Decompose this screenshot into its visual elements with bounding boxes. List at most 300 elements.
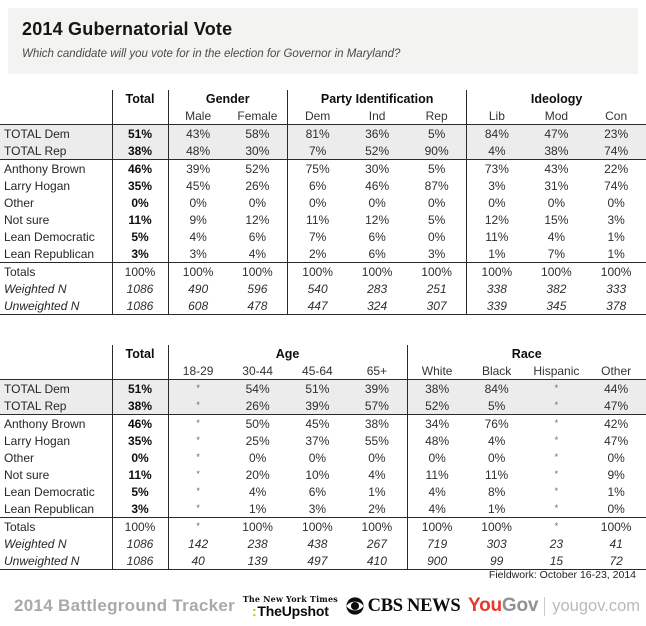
table-cell: 5% bbox=[112, 228, 168, 245]
table-cell: 382 bbox=[546, 281, 567, 296]
table-cell: 0% bbox=[308, 450, 327, 465]
table-cell: 75% bbox=[288, 160, 348, 178]
crosstab-table-gender-party-ideology bbox=[0, 90, 646, 315]
table-cell: 38% bbox=[112, 142, 168, 160]
upshot-wordmark bbox=[243, 604, 338, 618]
table-cell: 48% bbox=[186, 143, 211, 158]
table-cell bbox=[527, 432, 587, 449]
table-cell: 5% bbox=[112, 483, 168, 500]
suppressed-value-asterisk: * bbox=[196, 520, 200, 531]
table-cell: 12% bbox=[365, 212, 390, 227]
column-group-label: Total bbox=[112, 345, 168, 362]
column-group-label: Total bbox=[112, 90, 168, 107]
row-label: Larry Hogan bbox=[0, 177, 112, 194]
table-cell: 52% bbox=[425, 398, 450, 413]
table-cell bbox=[527, 415, 587, 433]
table-cell: 100% bbox=[288, 263, 348, 281]
table-cell: 0% bbox=[607, 195, 625, 210]
table-cell: 438 bbox=[307, 536, 328, 551]
table-cell: 47% bbox=[604, 398, 629, 413]
column-label: Mod bbox=[527, 107, 587, 125]
table-cell: 99 bbox=[489, 553, 504, 568]
fieldwork-note: Fieldwork: October 16-23, 2014 bbox=[488, 569, 636, 581]
row-label: Other bbox=[0, 449, 112, 466]
column-label: 45-64 bbox=[288, 362, 348, 380]
suppressed-value-asterisk: * bbox=[196, 502, 200, 513]
suppressed-value-asterisk: * bbox=[554, 451, 559, 462]
table-cell bbox=[168, 415, 228, 433]
table-cell: 307 bbox=[407, 297, 467, 315]
table-cell: 51% bbox=[112, 380, 168, 398]
table-row bbox=[0, 518, 646, 536]
table-cell: 46% bbox=[112, 160, 168, 178]
table-cell: 30% bbox=[347, 160, 407, 178]
suppressed-value-asterisk: * bbox=[554, 468, 559, 479]
table-cell bbox=[168, 432, 228, 449]
header-corner bbox=[0, 345, 112, 362]
yougov-logo bbox=[468, 595, 640, 617]
column-label: Ind bbox=[347, 107, 407, 125]
table-cell: 3% bbox=[488, 178, 506, 193]
column-label: Male bbox=[168, 107, 228, 125]
table-cell: 333 bbox=[606, 281, 627, 296]
table-cell: 6% bbox=[368, 246, 386, 261]
yougov-divider bbox=[544, 597, 545, 616]
table-row bbox=[0, 263, 646, 281]
row-label: Weighted N bbox=[0, 535, 112, 552]
table-cell: 100% bbox=[112, 518, 168, 536]
table-cell: 57% bbox=[347, 397, 407, 415]
row-label: Other bbox=[0, 194, 112, 211]
table-cell bbox=[527, 483, 587, 500]
table-cell: 4% bbox=[228, 245, 288, 263]
table-cell: 11% bbox=[425, 467, 449, 482]
table-cell: 4% bbox=[248, 484, 267, 499]
table-row bbox=[0, 297, 646, 315]
table-cell: 0% bbox=[347, 449, 407, 466]
table-cell: 0% bbox=[547, 195, 566, 210]
table-cell: 15% bbox=[544, 212, 569, 227]
table-cell: 39% bbox=[305, 398, 330, 413]
table-cell: 447 bbox=[307, 298, 328, 313]
table-cell: 267 bbox=[347, 535, 407, 552]
table-cell: 378 bbox=[606, 298, 627, 313]
table-cell: 11% bbox=[112, 211, 168, 228]
table-cell: 26% bbox=[228, 177, 288, 194]
cbs-wordmark-text: CBS NEWS bbox=[367, 595, 461, 616]
table-cell: 1% bbox=[347, 483, 407, 500]
column-label bbox=[112, 362, 168, 380]
table-cell bbox=[168, 518, 228, 536]
row-label: TOTAL Rep bbox=[0, 142, 112, 160]
table-cell bbox=[527, 449, 587, 466]
table-cell: 719 bbox=[427, 536, 448, 551]
table-cell: 1086 bbox=[112, 535, 168, 552]
row-label: Unweighted N bbox=[0, 552, 112, 570]
table-cell: 596 bbox=[228, 280, 288, 297]
column-label: 65+ bbox=[347, 362, 407, 380]
suppressed-value-asterisk: * bbox=[196, 468, 200, 479]
table-cell bbox=[527, 466, 587, 483]
table-cell: 74% bbox=[604, 178, 629, 193]
table-cell: 100% bbox=[467, 263, 527, 281]
table-row bbox=[0, 211, 646, 228]
table-cell: 90% bbox=[407, 142, 467, 160]
table-cell: 0% bbox=[368, 195, 386, 210]
battleground-tracker-logo: 2014 Battleground Tracker bbox=[14, 596, 236, 615]
table-cell bbox=[168, 500, 228, 518]
table-cell: 39% bbox=[347, 380, 407, 398]
table-cell: 81% bbox=[305, 126, 330, 141]
table-cell: 12% bbox=[228, 211, 288, 228]
table-cell bbox=[527, 380, 587, 398]
table-cell: 0% bbox=[428, 450, 446, 465]
table-cell: 1% bbox=[607, 484, 625, 499]
column-label: 18-29 bbox=[168, 362, 228, 380]
table-cell: 100% bbox=[112, 263, 168, 281]
table-cell: 46% bbox=[112, 415, 168, 433]
table-cell: 52% bbox=[365, 143, 390, 158]
table-cell: 142 bbox=[188, 536, 209, 551]
table-cell: 38% bbox=[112, 397, 168, 415]
table-cell: 11% bbox=[112, 466, 168, 483]
table-cell: 324 bbox=[367, 298, 388, 313]
table-cell: 7% bbox=[547, 246, 566, 261]
table-cell: 20% bbox=[245, 467, 270, 482]
table-cell: 0% bbox=[488, 195, 506, 210]
table-cell: 1% bbox=[487, 501, 506, 516]
table-cell: 51% bbox=[112, 125, 168, 143]
table-cell: 11% bbox=[485, 467, 509, 482]
row-label: Unweighted N bbox=[0, 297, 112, 315]
table-cell: 3% bbox=[112, 245, 168, 263]
table-cell: 42% bbox=[586, 415, 646, 433]
table-cell: 23% bbox=[604, 126, 629, 141]
suppressed-value-asterisk: * bbox=[554, 502, 559, 513]
table-cell: 9% bbox=[607, 467, 625, 482]
table-cell: 0% bbox=[407, 194, 467, 211]
table-cell: 5% bbox=[407, 160, 467, 178]
table-row bbox=[0, 125, 646, 143]
column-group-label: Age bbox=[168, 345, 407, 362]
table-cell: 4% bbox=[488, 143, 506, 158]
table-cell: 6% bbox=[308, 178, 327, 193]
row-label: TOTAL Dem bbox=[0, 380, 112, 398]
table-cell: 4% bbox=[347, 466, 407, 483]
table-cell: 35% bbox=[112, 432, 168, 449]
table-cell: 6% bbox=[308, 484, 327, 499]
suppressed-value-asterisk: * bbox=[196, 434, 200, 445]
table-cell: 30% bbox=[228, 142, 288, 160]
table-cell: 4% bbox=[189, 229, 207, 244]
row-label: Anthony Brown bbox=[0, 415, 112, 433]
table-cell: 100% bbox=[168, 263, 228, 281]
table-cell: 36% bbox=[365, 126, 390, 141]
yougov-gov-text: Gov bbox=[501, 595, 539, 616]
table-cell: 11% bbox=[306, 212, 330, 227]
column-label: Hispanic bbox=[527, 362, 587, 380]
column-label: White bbox=[407, 362, 467, 380]
table-row bbox=[0, 380, 646, 398]
table-cell: 76% bbox=[467, 415, 527, 433]
table-row bbox=[0, 142, 646, 160]
suppressed-value-asterisk: * bbox=[196, 399, 200, 410]
suppressed-value-asterisk: * bbox=[554, 382, 559, 393]
table-cell: 12% bbox=[484, 212, 509, 227]
suppressed-value-asterisk: * bbox=[554, 434, 559, 445]
yougov-you-text: You bbox=[468, 595, 502, 616]
table-cell: 46% bbox=[365, 178, 390, 193]
suppressed-value-asterisk: * bbox=[554, 520, 559, 531]
table-cell: 0% bbox=[189, 195, 207, 210]
cbs-news-logo bbox=[346, 596, 461, 617]
table-row bbox=[0, 432, 646, 449]
page-title: 2014 Gubernatorial Vote bbox=[22, 19, 233, 39]
table-cell: 38% bbox=[544, 143, 569, 158]
column-label: Dem bbox=[288, 107, 348, 125]
table-cell: 1% bbox=[607, 246, 625, 261]
suppressed-value-asterisk: * bbox=[196, 382, 200, 393]
table-cell: 100% bbox=[228, 263, 288, 281]
table-cell: 540 bbox=[307, 281, 328, 296]
table-cell: 44% bbox=[604, 381, 629, 396]
table-cell bbox=[168, 483, 228, 500]
table-cell: 50% bbox=[228, 415, 288, 433]
header-corner bbox=[0, 107, 112, 125]
table-cell: 4% bbox=[547, 229, 566, 244]
report-header bbox=[8, 8, 638, 74]
table-cell bbox=[168, 397, 228, 415]
column-label: 30-44 bbox=[228, 362, 288, 380]
table-cell: 40 bbox=[191, 553, 205, 568]
table-cell: 100% bbox=[467, 518, 527, 536]
row-label: TOTAL Dem bbox=[0, 125, 112, 143]
table-cell: 54% bbox=[245, 381, 270, 396]
table-cell: 7% bbox=[308, 229, 327, 244]
table-cell: 4% bbox=[487, 433, 506, 448]
table-cell: 478 bbox=[228, 297, 288, 315]
table-cell: 26% bbox=[245, 398, 270, 413]
table-cell: 1086 bbox=[112, 297, 168, 315]
table-cell: 43% bbox=[186, 126, 211, 141]
column-group-label: Ideology bbox=[530, 91, 583, 106]
row-label: Lean Republican bbox=[0, 245, 112, 263]
table-row bbox=[0, 177, 646, 194]
table-row bbox=[0, 449, 646, 466]
table-cell: 0% bbox=[607, 501, 625, 516]
table-cell: 4% bbox=[428, 484, 446, 499]
table-cell: 5% bbox=[407, 125, 467, 143]
column-label: Female bbox=[228, 107, 288, 125]
suppressed-value-asterisk: * bbox=[196, 417, 200, 428]
table-cell bbox=[527, 397, 587, 415]
table-cell: 58% bbox=[228, 125, 288, 143]
table-cell: 38% bbox=[425, 381, 450, 396]
table-cell: 3% bbox=[308, 501, 327, 516]
row-label: Totals bbox=[0, 518, 112, 536]
crosstab-table-age-race bbox=[0, 345, 646, 570]
table-cell bbox=[168, 380, 228, 398]
table-cell: 8% bbox=[487, 484, 506, 499]
table-cell: 490 bbox=[188, 281, 209, 296]
table-cell: 25% bbox=[245, 433, 270, 448]
table-cell: 497 bbox=[307, 553, 328, 568]
table-cell: 0% bbox=[487, 450, 506, 465]
table-cell: 0% bbox=[112, 194, 168, 211]
table-cell: 2% bbox=[308, 246, 327, 261]
table-cell: 84% bbox=[484, 381, 509, 396]
table-cell: 283 bbox=[367, 281, 388, 296]
column-group-label: Race bbox=[511, 346, 542, 361]
table-cell: 0% bbox=[248, 450, 267, 465]
upshot-colon-icon: : bbox=[251, 602, 257, 619]
column-label: Con bbox=[586, 107, 646, 125]
header-corner bbox=[0, 362, 112, 380]
row-label: Larry Hogan bbox=[0, 432, 112, 449]
table-cell: 1% bbox=[248, 501, 267, 516]
table-row bbox=[0, 552, 646, 570]
table-cell: 5% bbox=[407, 211, 467, 228]
table-cell: 37% bbox=[305, 433, 330, 448]
table-row bbox=[0, 397, 646, 415]
row-label: Not sure bbox=[0, 466, 112, 483]
table-cell: 48% bbox=[425, 433, 450, 448]
table-cell: 100% bbox=[407, 518, 467, 536]
table-cell: 100% bbox=[527, 263, 587, 281]
column-label: Lib bbox=[467, 107, 527, 125]
table-row bbox=[0, 280, 646, 297]
table-cell bbox=[527, 500, 587, 518]
table-cell: 345 bbox=[546, 298, 567, 313]
suppressed-value-asterisk: * bbox=[554, 417, 559, 428]
table-cell: 47% bbox=[604, 433, 629, 448]
table-cell: 100% bbox=[347, 518, 407, 536]
table-cell: 41 bbox=[609, 536, 623, 551]
table-row bbox=[0, 228, 646, 245]
table-cell: 100% bbox=[288, 518, 348, 536]
table-cell: 0% bbox=[228, 194, 288, 211]
table-cell bbox=[168, 466, 228, 483]
table-cell: 45% bbox=[288, 415, 348, 433]
table-cell: 0% bbox=[607, 450, 625, 465]
table-cell: 72 bbox=[609, 553, 623, 568]
table-cell: 410 bbox=[347, 552, 407, 570]
table-row bbox=[0, 500, 646, 518]
column-group-label: Gender bbox=[168, 90, 288, 107]
column-label: Black bbox=[467, 362, 527, 380]
suppressed-value-asterisk: * bbox=[554, 399, 559, 410]
row-label: Lean Republican bbox=[0, 500, 112, 518]
table-cell: 10% bbox=[305, 467, 330, 482]
table-cell: 3% bbox=[189, 246, 207, 261]
table-cell: 45% bbox=[186, 178, 211, 193]
branding-footer bbox=[14, 589, 640, 623]
table-cell: 47% bbox=[544, 126, 569, 141]
table-cell: 100% bbox=[407, 263, 467, 281]
table-cell: 23 bbox=[549, 536, 564, 551]
table-cell: 3% bbox=[607, 212, 625, 227]
table-cell: 6% bbox=[228, 228, 288, 245]
table-cell: 0% bbox=[308, 195, 327, 210]
cbs-eye-icon bbox=[346, 597, 364, 615]
table-cell bbox=[527, 518, 587, 536]
table-cell: 15 bbox=[549, 553, 564, 568]
table-cell: 238 bbox=[247, 536, 268, 551]
row-label: TOTAL Rep bbox=[0, 397, 112, 415]
table-row bbox=[0, 245, 646, 263]
column-label: Other bbox=[586, 362, 646, 380]
nyt-upshot-logo bbox=[243, 595, 338, 618]
suppressed-value-asterisk: * bbox=[196, 485, 200, 496]
table-row bbox=[0, 466, 646, 483]
table-cell: 31% bbox=[544, 178, 569, 193]
row-label: Lean Democratic bbox=[0, 483, 112, 500]
table-cell: 608 bbox=[188, 298, 209, 313]
table-cell: 338 bbox=[486, 281, 507, 296]
table-cell: 1% bbox=[488, 246, 506, 261]
table-cell: 35% bbox=[112, 177, 168, 194]
table-row bbox=[0, 483, 646, 500]
table-cell: 43% bbox=[527, 160, 587, 178]
column-label bbox=[112, 107, 168, 125]
table-row bbox=[0, 194, 646, 211]
row-label: Anthony Brown bbox=[0, 160, 112, 178]
table-cell: 4% bbox=[428, 501, 446, 516]
table-cell: 900 bbox=[427, 553, 448, 568]
row-label: Weighted N bbox=[0, 280, 112, 297]
yougov-domain-text: yougov.com bbox=[552, 596, 640, 615]
table-cell: 1086 bbox=[112, 552, 168, 570]
table-cell: 22% bbox=[586, 160, 646, 178]
row-label: Lean Democratic bbox=[0, 228, 112, 245]
table-cell: 339 bbox=[486, 298, 507, 313]
table-cell: 6% bbox=[368, 229, 386, 244]
table-cell: 303 bbox=[486, 536, 507, 551]
table-cell: 100% bbox=[347, 263, 407, 281]
table-cell: 55% bbox=[347, 432, 407, 449]
table-row bbox=[0, 160, 646, 178]
question-text: Which candidate will you vote for in the election for Governor in Maryland? bbox=[22, 48, 401, 60]
table-cell: 3% bbox=[407, 245, 467, 263]
table-cell: 1% bbox=[607, 229, 625, 244]
table-cell: 38% bbox=[347, 415, 407, 433]
row-label: Totals bbox=[0, 263, 112, 281]
table-cell: 11% bbox=[485, 229, 509, 244]
table-cell: 51% bbox=[305, 381, 330, 396]
table-cell: 100% bbox=[586, 263, 646, 281]
header-corner bbox=[0, 90, 112, 107]
table-cell: 1086 bbox=[112, 280, 168, 297]
upshot-wordmark-text: TheUpshot bbox=[257, 602, 329, 619]
suppressed-value-asterisk: * bbox=[196, 451, 200, 462]
table-cell: 9% bbox=[189, 212, 207, 227]
table-cell: 2% bbox=[347, 500, 407, 518]
table-cell bbox=[168, 449, 228, 466]
table-cell: 0% bbox=[112, 449, 168, 466]
table-cell: 39% bbox=[168, 160, 228, 178]
table-cell: 34% bbox=[407, 415, 467, 433]
table-cell: 87% bbox=[407, 177, 467, 194]
table-cell: 3% bbox=[112, 500, 168, 518]
table-cell: 74% bbox=[604, 143, 629, 158]
table-cell: 5% bbox=[487, 398, 506, 413]
table-row bbox=[0, 535, 646, 552]
table-cell: 73% bbox=[467, 160, 527, 178]
table-cell: 7% bbox=[308, 143, 327, 158]
table-cell: 84% bbox=[484, 126, 509, 141]
table-cell: 139 bbox=[247, 553, 268, 568]
table-cell: 100% bbox=[228, 518, 288, 536]
